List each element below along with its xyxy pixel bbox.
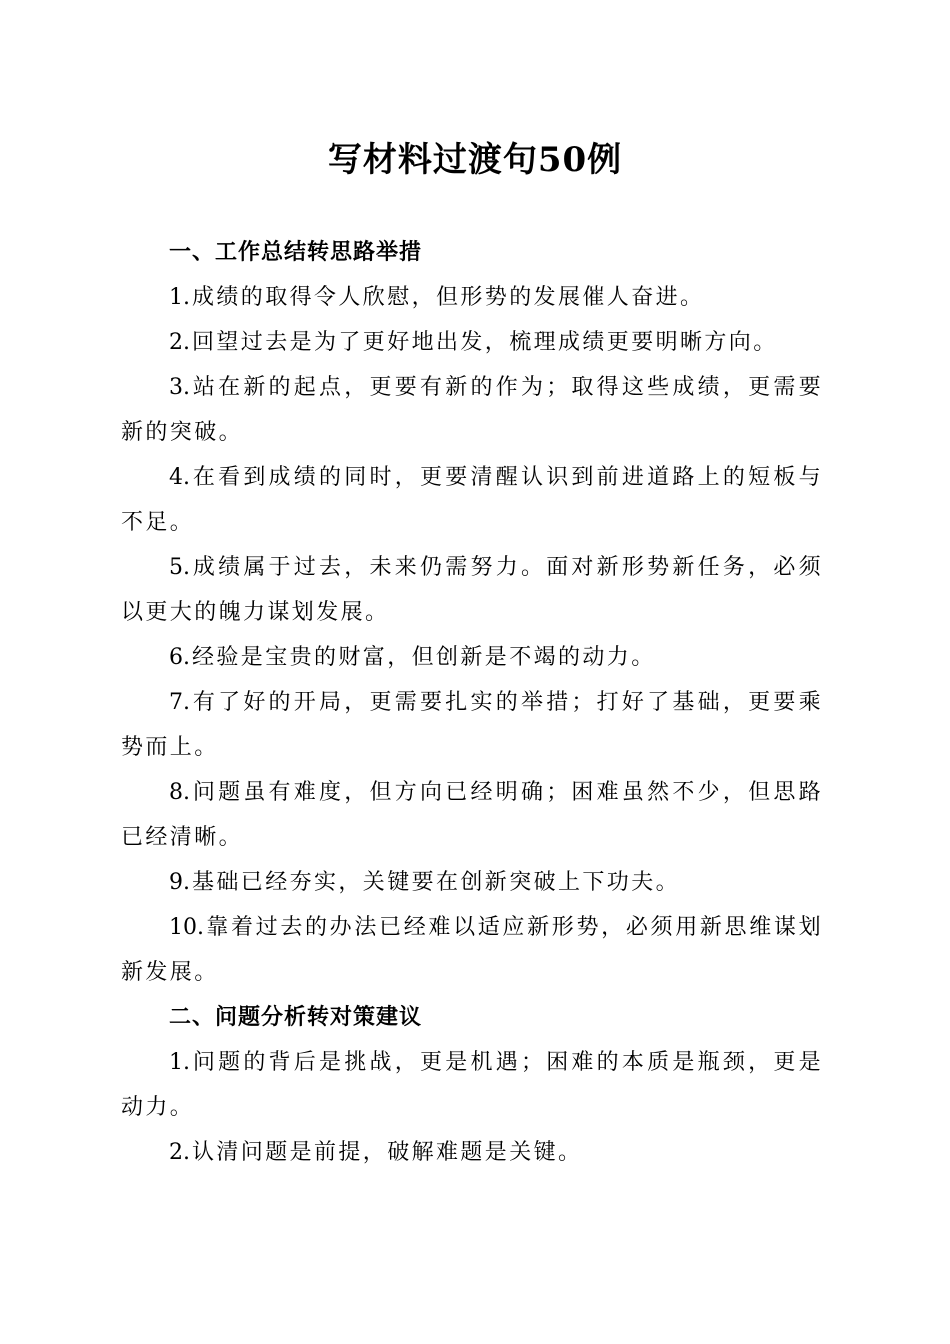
list-item — [121, 545, 823, 635]
item-text: 站在新的起点，更要有新的作为；取得这些成绩，更需要新的突破。 — [121, 375, 823, 445]
section-heading: 一、工作总结转思路举措 — [169, 240, 423, 265]
item-text: 问题的背后是挑战，更是机遇；困难的本质是瓶颈，更是动力。 — [121, 1050, 823, 1120]
list-item — [121, 635, 823, 680]
section-1 — [121, 230, 823, 995]
list-item — [121, 860, 823, 905]
item-text: 回望过去是为了更好地出发，梳理成绩更要明晰方向。 — [192, 330, 778, 355]
item-number: 7. — [169, 690, 190, 715]
item-number: 9. — [169, 870, 190, 895]
item-number: 2. — [169, 330, 190, 355]
section-2 — [121, 995, 823, 1175]
item-number: 4. — [169, 465, 190, 490]
item-number: 1. — [169, 285, 190, 310]
list-item — [121, 455, 823, 545]
document-title: 写材料过渡句50例 — [327, 140, 623, 180]
list-item — [121, 1040, 823, 1130]
list-item — [121, 905, 823, 995]
item-text: 成绩的取得令人欣慰，但形势的发展催人奋进。 — [192, 285, 705, 310]
item-text: 在看到成绩的同时，更要清醒认识到前进道路上的短板与不足。 — [121, 465, 823, 535]
item-number: 8. — [169, 780, 190, 805]
item-text: 基础已经夯实，关键要在创新突破上下功夫。 — [192, 870, 681, 895]
list-item — [121, 320, 823, 365]
item-number: 2. — [169, 1140, 190, 1165]
item-number: 3. — [169, 375, 190, 400]
item-text: 靠着过去的办法已经难以适应新形势，必须用新思维谋划新发展。 — [121, 915, 823, 985]
list-item — [121, 1130, 823, 1175]
item-number: 10. — [169, 915, 204, 940]
item-text: 成绩属于过去，未来仍需努力。面对新形势新任务，必须以更大的魄力谋划发展。 — [121, 555, 823, 625]
item-text: 问题虽有难度，但方向已经明确；困难虽然不少，但思路已经清晰。 — [121, 780, 823, 850]
list-item — [121, 365, 823, 455]
item-number: 1. — [169, 1050, 190, 1075]
item-number: 6. — [169, 645, 190, 670]
list-item — [121, 275, 823, 320]
list-item — [121, 770, 823, 860]
list-item — [121, 680, 823, 770]
item-text: 认清问题是前提，破解难题是关键。 — [192, 1140, 583, 1165]
item-number: 5. — [169, 555, 190, 580]
item-text: 经验是宝贵的财富，但创新是不竭的动力。 — [192, 645, 656, 670]
section-heading: 二、问题分析转对策建议 — [169, 1005, 423, 1030]
item-text: 有了好的开局，更需要扎实的举措；打好了基础，更要乘势而上。 — [121, 690, 823, 760]
document-body — [121, 230, 823, 1175]
